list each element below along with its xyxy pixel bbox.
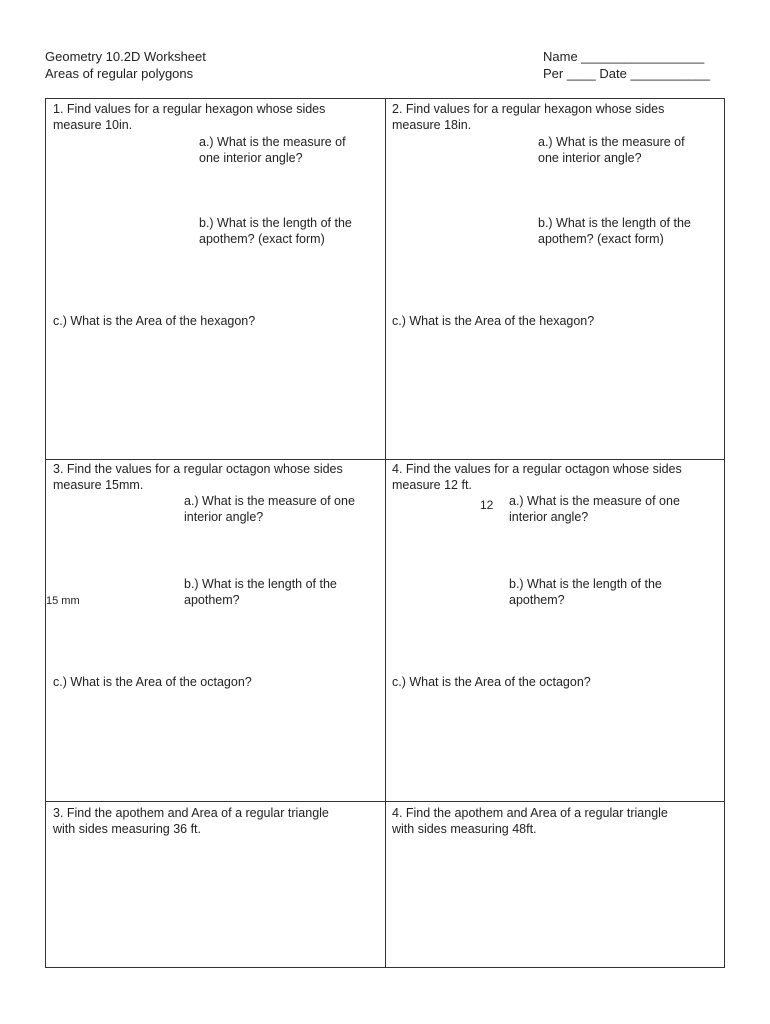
problem-1-prompt: 1. Find values for a regular hexagon whose sides [53, 102, 326, 116]
problem-2-question-b: b.) What is the length of the [538, 216, 691, 230]
problem-2-question-c: c.) What is the Area of the hexagon? [392, 314, 595, 328]
problem-4-question-a: a.) What is the measure of one [509, 494, 680, 508]
problem-3-question-a-cont: interior angle? [184, 510, 264, 524]
problem-5-prompt: 3. Find the apothem and Area of a regular triangle [53, 806, 329, 820]
problem-3-question-b-cont: apothem? [184, 593, 240, 607]
worksheet-subtitle: Areas of regular polygons [45, 66, 194, 81]
problem-2-question-a-cont: one interior angle? [538, 151, 642, 165]
problem-4-question-a-cont: interior angle? [509, 510, 589, 524]
problem-4-side-label: 12 [480, 498, 494, 512]
grid-divider-row2 [46, 801, 724, 802]
grid-divider-row1 [46, 459, 724, 460]
problem-3-prompt: 3. Find the values for a regular octagon whose sides [53, 462, 343, 476]
problem-1-question-b-cont: apothem? (exact form) [199, 232, 325, 246]
name-line: Name _________________ [543, 49, 705, 64]
problem-1-question-b: b.) What is the length of the [199, 216, 352, 230]
problem-3-prompt-cont: measure 15mm. [53, 478, 144, 492]
problem-4-prompt-cont: measure 12 ft. [392, 478, 472, 492]
problem-4-question-b-cont: apothem? [509, 593, 565, 607]
problem-1-question-c: c.) What is the Area of the hexagon? [53, 314, 256, 328]
problem-4-prompt: 4. Find the values for a regular octagon whose sides [392, 462, 682, 476]
problem-3-question-b: b.) What is the length of the [184, 577, 337, 591]
problem-4-question-c: c.) What is the Area of the octagon? [392, 675, 591, 689]
problem-1-question-a: a.) What is the measure of [199, 135, 346, 149]
problem-3-question-a: a.) What is the measure of one [184, 494, 355, 508]
problem-3-side-label: 15 mm [46, 595, 80, 607]
problem-1-prompt-cont: measure 10in. [53, 118, 133, 132]
grid-divider-vertical [385, 99, 386, 967]
problem-2-question-a: a.) What is the measure of [538, 135, 685, 149]
student-info [543, 48, 710, 82]
problem-2-question-b-cont: apothem? (exact form) [538, 232, 664, 246]
worksheet-title: Geometry 10.2D Worksheet [45, 49, 206, 64]
per-date-line: Per ____ Date ___________ [543, 66, 710, 81]
problem-3-question-c: c.) What is the Area of the octagon? [53, 675, 252, 689]
problem-4-question-b: b.) What is the length of the [509, 577, 662, 591]
problem-2-prompt-cont: measure 18in. [392, 118, 472, 132]
problem-6-prompt: 4. Find the apothem and Area of a regular triangle [392, 806, 668, 820]
problem-6-prompt-cont: with sides measuring 48ft. [392, 822, 537, 836]
problem-1-question-a-cont: one interior angle? [199, 151, 303, 165]
worksheet-header [45, 48, 206, 82]
problem-2-prompt: 2. Find values for a regular hexagon whose sides [392, 102, 665, 116]
problem-5-prompt-cont: with sides measuring 36 ft. [53, 822, 201, 836]
